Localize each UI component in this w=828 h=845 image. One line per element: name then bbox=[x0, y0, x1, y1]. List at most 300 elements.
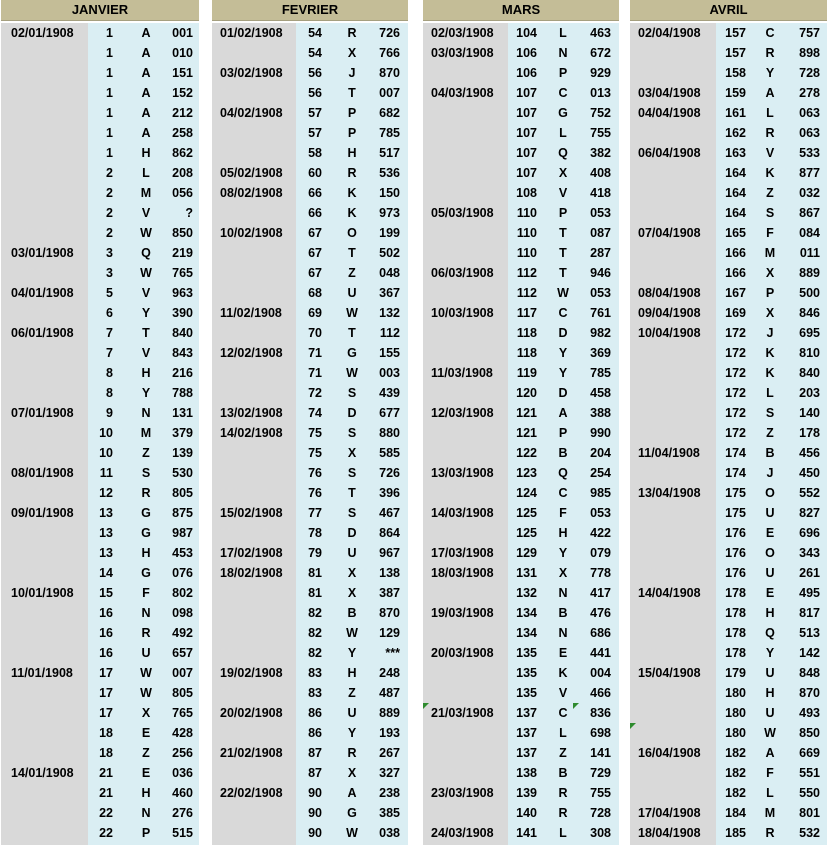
letter-cell[interactable]: V bbox=[558, 186, 568, 200]
code-cell[interactable]: 140 bbox=[799, 406, 820, 420]
code-cell[interactable]: 726 bbox=[379, 466, 400, 480]
code-cell[interactable]: 256 bbox=[172, 746, 193, 760]
number-cell[interactable]: 176 bbox=[725, 546, 746, 560]
code-cell[interactable]: 761 bbox=[590, 306, 611, 320]
number-cell[interactable]: 175 bbox=[725, 506, 746, 520]
number-cell[interactable]: 140 bbox=[516, 806, 537, 820]
code-cell[interactable]: 063 bbox=[799, 106, 820, 120]
date-cell[interactable]: 03/04/1908 bbox=[638, 86, 701, 100]
letter-cell[interactable]: G bbox=[347, 806, 357, 820]
number-cell[interactable]: 158 bbox=[725, 66, 746, 80]
code-cell[interactable]: ? bbox=[185, 206, 193, 220]
number-cell[interactable]: 1 bbox=[106, 26, 113, 40]
letter-cell[interactable]: C bbox=[558, 706, 568, 720]
code-cell[interactable]: 010 bbox=[172, 46, 193, 60]
letter-cell[interactable]: X bbox=[141, 706, 151, 720]
letter-cell[interactable]: V bbox=[558, 686, 568, 700]
letter-cell[interactable]: Y bbox=[765, 66, 775, 80]
date-cell[interactable]: 04/01/1908 bbox=[11, 286, 74, 300]
letter-cell[interactable]: E bbox=[141, 766, 151, 780]
number-cell[interactable]: 70 bbox=[308, 326, 322, 340]
letter-cell[interactable]: O bbox=[765, 546, 775, 560]
code-cell[interactable]: 441 bbox=[590, 646, 611, 660]
letter-cell[interactable]: G bbox=[141, 526, 151, 540]
code-cell[interactable]: 327 bbox=[379, 766, 400, 780]
number-cell[interactable]: 18 bbox=[99, 746, 113, 760]
number-cell[interactable]: 54 bbox=[308, 46, 322, 60]
number-cell[interactable]: 161 bbox=[725, 106, 746, 120]
letter-cell[interactable]: W bbox=[557, 286, 569, 300]
letter-cell[interactable]: B bbox=[558, 766, 568, 780]
letter-cell[interactable]: L bbox=[559, 126, 567, 140]
code-cell[interactable]: 788 bbox=[172, 386, 193, 400]
code-cell[interactable]: 150 bbox=[379, 186, 400, 200]
letter-cell[interactable]: S bbox=[347, 466, 357, 480]
letter-cell[interactable]: W bbox=[346, 366, 358, 380]
letter-cell[interactable]: T bbox=[348, 86, 356, 100]
code-cell[interactable]: 530 bbox=[172, 466, 193, 480]
number-cell[interactable]: 9 bbox=[106, 406, 113, 420]
code-cell[interactable]: 973 bbox=[379, 206, 400, 220]
letter-cell[interactable]: P bbox=[558, 426, 568, 440]
number-cell[interactable]: 185 bbox=[725, 826, 746, 840]
date-cell[interactable]: 11/01/1908 bbox=[11, 666, 73, 680]
code-cell[interactable]: 870 bbox=[379, 606, 400, 620]
letter-cell[interactable]: G bbox=[558, 106, 568, 120]
letter-cell[interactable]: H bbox=[765, 606, 775, 620]
code-cell[interactable]: 726 bbox=[379, 26, 400, 40]
number-cell[interactable]: 107 bbox=[516, 86, 537, 100]
letter-cell[interactable]: R bbox=[141, 626, 151, 640]
code-cell[interactable]: 343 bbox=[799, 546, 820, 560]
number-cell[interactable]: 71 bbox=[308, 346, 322, 360]
letter-cell[interactable]: P bbox=[141, 826, 151, 840]
code-cell[interactable]: 458 bbox=[590, 386, 611, 400]
date-cell[interactable]: 11/03/1908 bbox=[431, 366, 493, 380]
number-cell[interactable]: 138 bbox=[516, 766, 537, 780]
letter-cell[interactable]: C bbox=[558, 486, 568, 500]
letter-cell[interactable]: Y bbox=[141, 306, 151, 320]
number-cell[interactable]: 135 bbox=[516, 686, 537, 700]
number-cell[interactable]: 2 bbox=[106, 226, 113, 240]
letter-cell[interactable]: U bbox=[141, 646, 151, 660]
letter-cell[interactable]: K bbox=[765, 366, 775, 380]
number-cell[interactable]: 1 bbox=[106, 46, 113, 60]
number-cell[interactable]: 184 bbox=[725, 806, 746, 820]
code-cell[interactable]: 946 bbox=[590, 266, 611, 280]
code-cell[interactable]: 453 bbox=[172, 546, 193, 560]
number-cell[interactable]: 79 bbox=[308, 546, 322, 560]
letter-cell[interactable]: Q bbox=[558, 146, 568, 160]
letter-cell[interactable]: H bbox=[141, 366, 151, 380]
code-cell[interactable]: 138 bbox=[379, 566, 400, 580]
letter-cell[interactable]: X bbox=[765, 266, 775, 280]
letter-cell[interactable]: X bbox=[347, 586, 357, 600]
number-cell[interactable]: 16 bbox=[99, 606, 113, 620]
number-cell[interactable]: 182 bbox=[725, 766, 746, 780]
date-cell[interactable]: 05/03/1908 bbox=[431, 206, 494, 220]
number-cell[interactable]: 117 bbox=[516, 306, 537, 320]
number-cell[interactable]: 1 bbox=[106, 106, 113, 120]
code-cell[interactable]: 199 bbox=[379, 226, 400, 240]
code-cell[interactable]: 669 bbox=[799, 746, 820, 760]
letter-cell[interactable]: Z bbox=[559, 746, 567, 760]
code-cell[interactable]: 682 bbox=[379, 106, 400, 120]
number-cell[interactable]: 165 bbox=[725, 226, 746, 240]
code-cell[interactable]: 385 bbox=[379, 806, 400, 820]
letter-cell[interactable]: S bbox=[347, 386, 357, 400]
number-cell[interactable]: 16 bbox=[99, 626, 113, 640]
letter-cell[interactable]: J bbox=[348, 66, 356, 80]
code-cell[interactable]: 129 bbox=[379, 626, 400, 640]
code-cell[interactable]: 766 bbox=[379, 46, 400, 60]
code-cell[interactable]: 387 bbox=[379, 586, 400, 600]
number-cell[interactable]: 134 bbox=[516, 606, 537, 620]
code-cell[interactable]: 728 bbox=[590, 806, 611, 820]
code-cell[interactable]: 418 bbox=[590, 186, 611, 200]
number-cell[interactable]: 2 bbox=[106, 186, 113, 200]
letter-cell[interactable]: W bbox=[140, 686, 152, 700]
letter-cell[interactable]: A bbox=[765, 746, 775, 760]
code-cell[interactable]: 987 bbox=[172, 526, 193, 540]
code-cell[interactable]: 502 bbox=[379, 246, 400, 260]
date-cell[interactable]: 21/02/1908 bbox=[220, 746, 283, 760]
number-cell[interactable]: 72 bbox=[308, 386, 322, 400]
number-cell[interactable]: 82 bbox=[308, 626, 322, 640]
letter-cell[interactable]: G bbox=[141, 506, 151, 520]
letter-cell[interactable]: N bbox=[141, 406, 151, 420]
number-cell[interactable]: 3 bbox=[106, 266, 113, 280]
letter-cell[interactable]: U bbox=[765, 666, 775, 680]
number-cell[interactable]: 7 bbox=[106, 326, 113, 340]
date-cell[interactable]: 03/01/1908 bbox=[11, 246, 74, 260]
letter-cell[interactable]: G bbox=[141, 566, 151, 580]
number-cell[interactable]: 164 bbox=[725, 206, 746, 220]
letter-cell[interactable]: Y bbox=[347, 646, 357, 660]
number-cell[interactable]: 178 bbox=[725, 586, 746, 600]
code-cell[interactable]: 267 bbox=[379, 746, 400, 760]
letter-cell[interactable]: E bbox=[765, 526, 775, 540]
code-cell[interactable]: 517 bbox=[379, 146, 400, 160]
letter-cell[interactable]: M bbox=[140, 186, 152, 200]
date-cell[interactable]: 10/02/1908 bbox=[220, 226, 283, 240]
letter-cell[interactable]: R bbox=[347, 26, 357, 40]
code-cell[interactable]: 536 bbox=[379, 166, 400, 180]
code-cell[interactable]: 087 bbox=[590, 226, 611, 240]
number-cell[interactable]: 17 bbox=[99, 666, 113, 680]
date-cell[interactable]: 17/02/1908 bbox=[220, 546, 283, 560]
letter-cell[interactable]: Z bbox=[766, 426, 774, 440]
date-cell[interactable]: 09/01/1908 bbox=[11, 506, 74, 520]
code-cell[interactable]: 007 bbox=[172, 666, 193, 680]
letter-cell[interactable]: E bbox=[141, 726, 151, 740]
date-cell[interactable]: 06/01/1908 bbox=[11, 326, 74, 340]
code-cell[interactable]: 877 bbox=[799, 166, 820, 180]
code-cell[interactable]: 142 bbox=[799, 646, 820, 660]
date-cell[interactable]: 20/03/1908 bbox=[431, 646, 494, 660]
number-cell[interactable]: 118 bbox=[516, 346, 537, 360]
letter-cell[interactable]: A bbox=[141, 86, 151, 100]
number-cell[interactable]: 83 bbox=[308, 686, 322, 700]
number-cell[interactable]: 172 bbox=[725, 366, 746, 380]
code-cell[interactable]: 132 bbox=[379, 306, 400, 320]
code-cell[interactable]: 001 bbox=[172, 26, 193, 40]
number-cell[interactable]: 112 bbox=[516, 266, 537, 280]
code-cell[interactable]: 778 bbox=[590, 566, 611, 580]
number-cell[interactable]: 172 bbox=[725, 426, 746, 440]
letter-cell[interactable]: X bbox=[347, 46, 357, 60]
code-cell[interactable]: 258 bbox=[172, 126, 193, 140]
number-cell[interactable]: 71 bbox=[308, 366, 322, 380]
letter-cell[interactable]: H bbox=[347, 666, 357, 680]
code-cell[interactable]: 007 bbox=[379, 86, 400, 100]
number-cell[interactable]: 1 bbox=[106, 66, 113, 80]
number-cell[interactable]: 66 bbox=[308, 186, 322, 200]
number-cell[interactable]: 180 bbox=[725, 686, 746, 700]
number-cell[interactable]: 104 bbox=[516, 26, 537, 40]
date-cell[interactable]: 13/02/1908 bbox=[220, 406, 283, 420]
number-cell[interactable]: 157 bbox=[725, 26, 746, 40]
date-cell[interactable]: 05/02/1908 bbox=[220, 166, 283, 180]
number-cell[interactable]: 120 bbox=[516, 386, 537, 400]
number-cell[interactable]: 81 bbox=[308, 566, 322, 580]
code-cell[interactable]: 585 bbox=[379, 446, 400, 460]
code-cell[interactable]: 367 bbox=[379, 286, 400, 300]
code-cell[interactable]: 151 bbox=[172, 66, 193, 80]
code-cell[interactable]: 698 bbox=[590, 726, 611, 740]
date-cell[interactable]: 22/02/1908 bbox=[220, 786, 283, 800]
number-cell[interactable]: 106 bbox=[516, 46, 537, 60]
letter-cell[interactable]: P bbox=[765, 286, 775, 300]
letter-cell[interactable]: H bbox=[141, 546, 151, 560]
letter-cell[interactable]: Y bbox=[558, 546, 568, 560]
number-cell[interactable]: 7 bbox=[106, 346, 113, 360]
code-cell[interactable]: 728 bbox=[799, 66, 820, 80]
code-cell[interactable]: 982 bbox=[590, 326, 611, 340]
letter-cell[interactable]: B bbox=[558, 446, 568, 460]
letter-cell[interactable]: T bbox=[348, 486, 356, 500]
number-cell[interactable]: 60 bbox=[308, 166, 322, 180]
code-cell[interactable]: 466 bbox=[590, 686, 611, 700]
letter-cell[interactable]: Y bbox=[558, 346, 568, 360]
number-cell[interactable]: 22 bbox=[99, 826, 113, 840]
date-cell[interactable]: 13/03/1908 bbox=[431, 466, 494, 480]
number-cell[interactable]: 87 bbox=[308, 766, 322, 780]
letter-cell[interactable]: V bbox=[141, 286, 151, 300]
number-cell[interactable]: 13 bbox=[99, 506, 113, 520]
code-cell[interactable]: 388 bbox=[590, 406, 611, 420]
code-cell[interactable]: 492 bbox=[172, 626, 193, 640]
date-cell[interactable]: 02/04/1908 bbox=[638, 26, 701, 40]
code-cell[interactable]: 870 bbox=[799, 686, 820, 700]
letter-cell[interactable]: E bbox=[765, 586, 775, 600]
date-cell[interactable]: 04/04/1908 bbox=[638, 106, 701, 120]
code-cell[interactable]: 552 bbox=[799, 486, 820, 500]
number-cell[interactable]: 180 bbox=[725, 706, 746, 720]
date-cell[interactable]: 10/04/1908 bbox=[638, 326, 701, 340]
number-cell[interactable]: 132 bbox=[516, 586, 537, 600]
date-cell[interactable]: 14/03/1908 bbox=[431, 506, 494, 520]
letter-cell[interactable]: S bbox=[347, 426, 357, 440]
date-cell[interactable]: 15/04/1908 bbox=[638, 666, 701, 680]
date-cell[interactable]: 10/01/1908 bbox=[11, 586, 74, 600]
letter-cell[interactable]: M bbox=[764, 806, 776, 820]
number-cell[interactable]: 157 bbox=[725, 46, 746, 60]
number-cell[interactable]: 180 bbox=[725, 726, 746, 740]
letter-cell[interactable]: A bbox=[347, 786, 357, 800]
code-cell[interactable]: 390 bbox=[172, 306, 193, 320]
number-cell[interactable]: 135 bbox=[516, 646, 537, 660]
letter-cell[interactable]: D bbox=[347, 526, 357, 540]
number-cell[interactable]: 1 bbox=[106, 126, 113, 140]
code-cell[interactable]: 802 bbox=[172, 586, 193, 600]
letter-cell[interactable]: T bbox=[559, 266, 567, 280]
letter-cell[interactable]: T bbox=[559, 226, 567, 240]
letter-cell[interactable]: P bbox=[558, 206, 568, 220]
number-cell[interactable]: 67 bbox=[308, 266, 322, 280]
number-cell[interactable]: 6 bbox=[106, 306, 113, 320]
number-cell[interactable]: 90 bbox=[308, 806, 322, 820]
letter-cell[interactable]: L bbox=[559, 826, 567, 840]
number-cell[interactable]: 90 bbox=[308, 826, 322, 840]
letter-cell[interactable]: A bbox=[765, 86, 775, 100]
number-cell[interactable]: 137 bbox=[516, 706, 537, 720]
letter-cell[interactable]: X bbox=[765, 306, 775, 320]
number-cell[interactable]: 121 bbox=[516, 406, 537, 420]
letter-cell[interactable]: U bbox=[765, 566, 775, 580]
code-cell[interactable]: 672 bbox=[590, 46, 611, 60]
code-cell[interactable]: 456 bbox=[799, 446, 820, 460]
letter-cell[interactable]: H bbox=[558, 526, 568, 540]
code-cell[interactable]: 805 bbox=[172, 486, 193, 500]
code-cell[interactable]: 450 bbox=[799, 466, 820, 480]
number-cell[interactable]: 14 bbox=[99, 566, 113, 580]
code-cell[interactable]: 369 bbox=[590, 346, 611, 360]
number-cell[interactable]: 124 bbox=[516, 486, 537, 500]
number-cell[interactable]: 74 bbox=[308, 406, 322, 420]
letter-cell[interactable]: D bbox=[347, 406, 357, 420]
code-cell[interactable]: 657 bbox=[172, 646, 193, 660]
letter-cell[interactable]: X bbox=[347, 566, 357, 580]
number-cell[interactable]: 174 bbox=[725, 446, 746, 460]
number-cell[interactable]: 166 bbox=[725, 246, 746, 260]
number-cell[interactable]: 122 bbox=[516, 446, 537, 460]
code-cell[interactable]: 850 bbox=[799, 726, 820, 740]
date-cell[interactable]: 17/03/1908 bbox=[431, 546, 494, 560]
number-cell[interactable]: 82 bbox=[308, 646, 322, 660]
code-cell[interactable]: 219 bbox=[172, 246, 193, 260]
letter-cell[interactable]: L bbox=[142, 166, 150, 180]
code-cell[interactable]: 193 bbox=[379, 726, 400, 740]
date-cell[interactable]: 04/02/1908 bbox=[220, 106, 283, 120]
number-cell[interactable]: 137 bbox=[516, 746, 537, 760]
number-cell[interactable]: 82 bbox=[308, 606, 322, 620]
code-cell[interactable]: 076 bbox=[172, 566, 193, 580]
code-cell[interactable]: 755 bbox=[590, 126, 611, 140]
code-cell[interactable]: 765 bbox=[172, 266, 193, 280]
code-cell[interactable]: 963 bbox=[172, 286, 193, 300]
letter-cell[interactable]: V bbox=[141, 206, 151, 220]
code-cell[interactable]: 032 bbox=[799, 186, 820, 200]
date-cell[interactable]: 16/04/1908 bbox=[638, 746, 701, 760]
date-cell[interactable]: 06/04/1908 bbox=[638, 146, 701, 160]
code-cell[interactable]: 439 bbox=[379, 386, 400, 400]
comment-marker-icon[interactable] bbox=[573, 703, 579, 709]
number-cell[interactable]: 76 bbox=[308, 466, 322, 480]
code-cell[interactable]: 755 bbox=[590, 786, 611, 800]
letter-cell[interactable]: X bbox=[558, 566, 568, 580]
letter-cell[interactable]: Y bbox=[765, 646, 775, 660]
letter-cell[interactable]: V bbox=[141, 346, 151, 360]
code-cell[interactable]: 467 bbox=[379, 506, 400, 520]
number-cell[interactable]: 57 bbox=[308, 106, 322, 120]
letter-cell[interactable]: U bbox=[347, 286, 357, 300]
code-cell[interactable]: 004 bbox=[590, 666, 611, 680]
letter-cell[interactable]: W bbox=[140, 266, 152, 280]
letter-cell[interactable]: F bbox=[766, 766, 774, 780]
number-cell[interactable]: 2 bbox=[106, 206, 113, 220]
number-cell[interactable]: 10 bbox=[99, 426, 113, 440]
letter-cell[interactable]: A bbox=[141, 26, 151, 40]
code-cell[interactable]: 686 bbox=[590, 626, 611, 640]
number-cell[interactable]: 118 bbox=[516, 326, 537, 340]
date-cell[interactable]: 20/02/1908 bbox=[220, 706, 283, 720]
letter-cell[interactable]: Y bbox=[347, 726, 357, 740]
letter-cell[interactable]: A bbox=[558, 406, 568, 420]
date-cell[interactable]: 03/03/1908 bbox=[431, 46, 494, 60]
letter-cell[interactable]: W bbox=[346, 306, 358, 320]
number-cell[interactable]: 172 bbox=[725, 326, 746, 340]
date-cell[interactable]: 14/02/1908 bbox=[220, 426, 283, 440]
number-cell[interactable]: 164 bbox=[725, 186, 746, 200]
date-cell[interactable]: 15/02/1908 bbox=[220, 506, 283, 520]
code-cell[interactable]: 840 bbox=[799, 366, 820, 380]
date-cell[interactable]: 17/04/1908 bbox=[638, 806, 701, 820]
letter-cell[interactable]: C bbox=[558, 86, 568, 100]
code-cell[interactable]: 276 bbox=[172, 806, 193, 820]
letter-cell[interactable]: Z bbox=[348, 686, 356, 700]
code-cell[interactable]: 752 bbox=[590, 106, 611, 120]
code-cell[interactable]: 532 bbox=[799, 826, 820, 840]
code-cell[interactable]: 495 bbox=[799, 586, 820, 600]
letter-cell[interactable]: N bbox=[141, 606, 151, 620]
code-cell[interactable]: 003 bbox=[379, 366, 400, 380]
number-cell[interactable]: 131 bbox=[516, 566, 537, 580]
code-cell[interactable]: 038 bbox=[379, 826, 400, 840]
code-cell[interactable]: 422 bbox=[590, 526, 611, 540]
letter-cell[interactable]: L bbox=[766, 386, 774, 400]
number-cell[interactable]: 107 bbox=[516, 166, 537, 180]
date-cell[interactable]: 12/03/1908 bbox=[431, 406, 494, 420]
code-cell[interactable]: 238 bbox=[379, 786, 400, 800]
number-cell[interactable]: 77 bbox=[308, 506, 322, 520]
letter-cell[interactable]: J bbox=[766, 326, 774, 340]
date-cell[interactable]: 18/03/1908 bbox=[431, 566, 494, 580]
number-cell[interactable]: 69 bbox=[308, 306, 322, 320]
code-cell[interactable]: 846 bbox=[799, 306, 820, 320]
code-cell[interactable]: 864 bbox=[379, 526, 400, 540]
number-cell[interactable]: 54 bbox=[308, 26, 322, 40]
letter-cell[interactable]: M bbox=[140, 426, 152, 440]
letter-cell[interactable]: A bbox=[141, 46, 151, 60]
code-cell[interactable]: 898 bbox=[799, 46, 820, 60]
code-cell[interactable]: 112 bbox=[379, 326, 400, 340]
number-cell[interactable]: 13 bbox=[99, 526, 113, 540]
number-cell[interactable]: 167 bbox=[725, 286, 746, 300]
date-cell[interactable]: 02/03/1908 bbox=[431, 26, 494, 40]
code-cell[interactable]: 212 bbox=[172, 106, 193, 120]
code-cell[interactable]: 287 bbox=[590, 246, 611, 260]
